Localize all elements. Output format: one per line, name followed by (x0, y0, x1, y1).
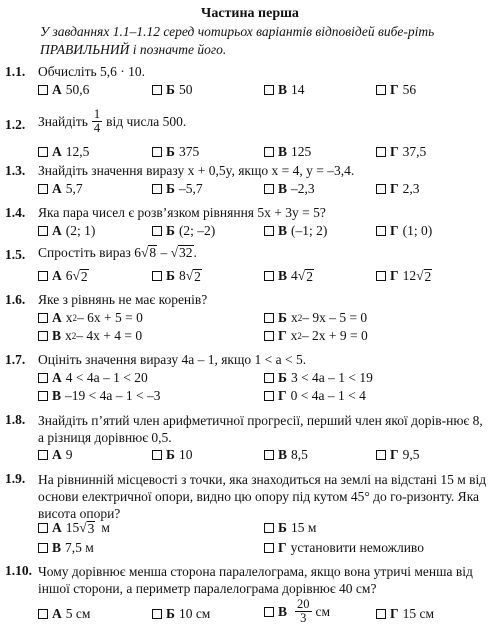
checkbox[interactable] (38, 609, 48, 619)
option-c[interactable]: В 4 √ 2 (264, 268, 314, 284)
option-a[interactable]: А 5 см (38, 606, 90, 622)
checkbox[interactable] (264, 313, 274, 323)
checkbox[interactable] (38, 331, 48, 341)
fraction: $\frac{1}{4}$ (93, 107, 101, 135)
question-number: 1.5. (5, 247, 26, 262)
option-b[interactable]: Б –5,7 (152, 181, 203, 197)
checkbox[interactable] (264, 450, 274, 460)
checkbox[interactable] (264, 85, 274, 95)
checkbox[interactable] (264, 391, 274, 401)
checkbox[interactable] (38, 450, 48, 460)
option-c[interactable]: В 14 (264, 82, 305, 98)
checkbox[interactable] (376, 184, 386, 194)
checkbox[interactable] (38, 85, 48, 95)
checkbox[interactable] (376, 271, 386, 281)
checkbox[interactable] (376, 609, 386, 619)
fraction: $\frac{20}{3}$ (297, 597, 310, 625)
option-a[interactable]: А 6 √ 2 (38, 268, 89, 284)
option-a[interactable]: А (2; 1) (38, 223, 95, 239)
checkbox[interactable] (376, 226, 386, 236)
option-a[interactable]: А 9 (38, 447, 73, 463)
option-d[interactable]: Г 37,5 (376, 144, 426, 160)
checkbox[interactable] (264, 271, 274, 281)
question-number: 1.7. (5, 352, 26, 367)
option-c[interactable]: В (–1; 2) (264, 223, 327, 239)
question-number: 1.2. (5, 117, 26, 132)
option-b[interactable]: Б 50 (152, 82, 192, 98)
checkbox[interactable] (264, 331, 274, 341)
option-a[interactable]: А 4 < 4a – 1 < 20 (38, 370, 148, 386)
option-d[interactable]: Г 0 < 4a – 1 < 4 (264, 388, 366, 404)
question-text: Яке з рівнянь не має коренів? (38, 292, 208, 307)
checkbox[interactable] (38, 226, 48, 236)
question-text: Знайдіть $\frac{1}{4}$ від числа 500. (38, 107, 187, 135)
question-text: Спростіть вираз 6√8 – √32. (38, 245, 197, 260)
question-number: 1.6. (5, 292, 26, 307)
checkbox[interactable] (152, 147, 162, 157)
section-title: Частина перша (201, 6, 299, 21)
option-a[interactable]: А 5,7 (38, 181, 83, 197)
checkbox[interactable] (152, 609, 162, 619)
option-c[interactable]: В –2,3 (264, 181, 315, 197)
checkbox[interactable] (376, 450, 386, 460)
checkbox[interactable] (264, 226, 274, 236)
option-b[interactable]: Б (2; –2) (152, 223, 215, 239)
checkbox[interactable] (152, 85, 162, 95)
option-c[interactable]: В 8,5 (264, 447, 308, 463)
radical: 32 (179, 245, 193, 260)
option-d[interactable]: Г 12 √ 2 (376, 268, 432, 284)
checkbox[interactable] (38, 147, 48, 157)
question-number: 1.8. (5, 412, 26, 427)
option-b[interactable]: Б 10 см (152, 606, 210, 622)
question-text: Чому дорівнює менша сторона паралелограма, якщо вона утричі менша від іншої сторони, а периметр паралелограма дорівнює 40 см? (38, 564, 473, 596)
option-b[interactable]: Б 15 м (264, 520, 316, 536)
option-a[interactable]: А 50,6 (38, 82, 89, 98)
checkbox[interactable] (152, 184, 162, 194)
checkbox[interactable] (376, 85, 386, 95)
question-number: 1.10. (5, 563, 32, 578)
checkbox[interactable] (38, 313, 48, 323)
checkbox[interactable] (38, 373, 48, 383)
option-d[interactable]: Г x 2 – 2x + 9 = 0 (264, 328, 368, 344)
question-number: 1.9. (5, 471, 26, 486)
option-d[interactable]: Г 9,5 (376, 447, 419, 463)
option-b[interactable]: Б 10 (152, 447, 192, 463)
radical: 8 (149, 245, 157, 260)
checkbox[interactable] (38, 271, 48, 281)
option-d[interactable]: Г (1; 0) (376, 223, 432, 239)
option-c[interactable]: В 7,5 м (38, 540, 94, 556)
option-b[interactable]: Б 8 √ 2 (152, 268, 202, 284)
option-b[interactable]: Б x 2 – 9x – 5 = 0 (264, 310, 367, 326)
checkbox[interactable] (38, 523, 48, 533)
option-d[interactable]: Г 56 (376, 82, 416, 98)
question-text: Оцініть значення виразу 4a – 1, якщо 1 < a < 5. (38, 352, 307, 367)
checkbox[interactable] (264, 523, 274, 533)
checkbox[interactable] (152, 271, 162, 281)
checkbox[interactable] (264, 184, 274, 194)
checkbox[interactable] (264, 607, 274, 617)
option-c[interactable]: В $\frac{20}{3}$ см (264, 598, 330, 625)
checkbox[interactable] (264, 543, 274, 553)
checkbox[interactable] (38, 391, 48, 401)
question-text: Обчисліть 5,6 · 10. (38, 64, 146, 79)
question-text: На рівнинній місцевості з точки, яка знаходиться на землі на відстані 15 м від основи електричної опори, видно цю опору під кутом 45° до го-ризонту. Яка висота опори? (38, 472, 487, 521)
option-d[interactable]: Г установити неможливо (264, 540, 424, 556)
checkbox[interactable] (38, 543, 48, 553)
checkbox[interactable] (376, 147, 386, 157)
instructions: У завданнях 1.1–1.12 серед чотирьох варіантів відповідей вибе-рiть ПРАВИЛЬНИЙ і позначте його. (40, 24, 435, 57)
option-d[interactable]: Г 2,3 (376, 181, 419, 197)
option-b[interactable]: Б 3 < 4a – 1 < 19 (264, 370, 373, 386)
checkbox[interactable] (152, 226, 162, 236)
option-a[interactable]: А 12,5 (38, 144, 89, 160)
option-c[interactable]: В –19 < 4a – 1 < –3 (38, 388, 161, 404)
option-c[interactable]: В 125 (264, 144, 311, 160)
option-a[interactable]: А 15 √ 3 м (38, 520, 110, 536)
option-a[interactable]: А x 2 – 6x + 5 = 0 (38, 310, 143, 326)
checkbox[interactable] (38, 184, 48, 194)
question-number: 1.3. (5, 163, 26, 178)
question-number: 1.1. (5, 64, 26, 79)
option-b[interactable]: Б 375 (152, 144, 199, 160)
question-number: 1.4. (5, 205, 26, 220)
question-text: Знайдіть значення виразу x + 0,5y, якщо x = 4, y = –3,4. (38, 163, 355, 178)
option-d[interactable]: Г 15 см (376, 606, 434, 622)
checkbox[interactable] (152, 450, 162, 460)
option-c[interactable]: В x 2 – 4x + 4 = 0 (38, 328, 142, 344)
question-text: Знайдіть п’ятий член арифметичної прогресії, перший член якої дорів-нює 8, а різниця дорівнює 0,5. (38, 413, 483, 445)
checkbox[interactable] (264, 373, 274, 383)
question-text: Яка пара чисел є розв’язком рівняння 5x + 3y = 5? (38, 205, 326, 220)
checkbox[interactable] (264, 147, 274, 157)
